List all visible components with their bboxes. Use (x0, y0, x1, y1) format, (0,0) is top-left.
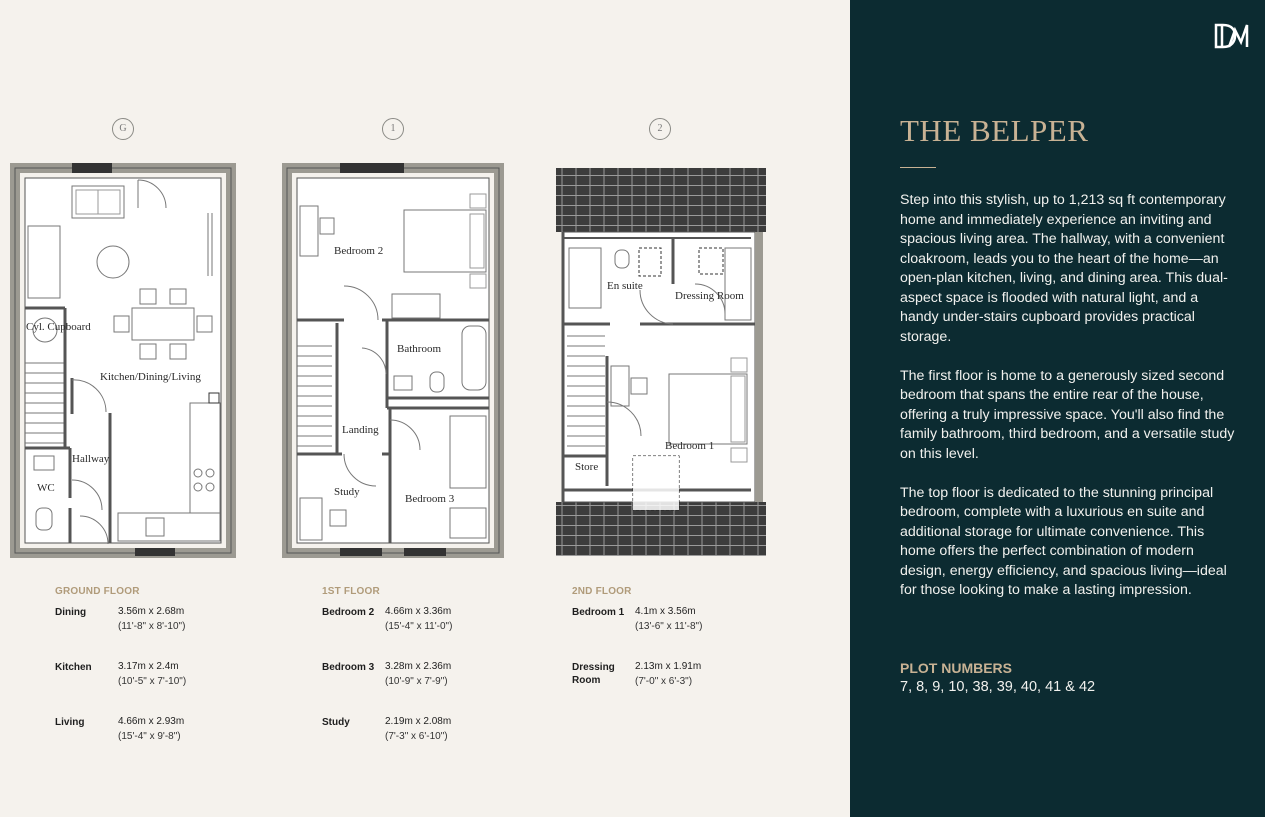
room-imperial: (15'-4" x 11'-0") (385, 621, 453, 632)
room-name: Living (55, 717, 85, 728)
second-floor-spec (572, 586, 812, 716)
description-paragraph: The top floor is dedicated to the stunning principal bedroom, complete with a luxurious en suite and additional storage for ultimate convenience. This home offers the perfect combination of modern design, energy efficiency, and spacious living—ideal for those looking to make a lasting impression. (900, 484, 1227, 598)
label-bedroom-2: Bedroom 2 (334, 245, 384, 257)
floor-badge-ground: G (112, 118, 134, 140)
room-metric: 3.17m x 2.4m (118, 661, 179, 672)
label-landing: Landing (342, 424, 379, 436)
description (900, 191, 1240, 620)
room-metric: 2.19m x 2.08m (385, 716, 452, 727)
room-imperial: (10'-9" x 7'-9") (385, 676, 448, 687)
label-hallway: Hallway (72, 453, 110, 465)
room-row (55, 661, 295, 716)
second-floor-heading: 2ND FLOOR (572, 586, 632, 597)
plot-numbers: 7, 8, 9, 10, 38, 39, 40, 41 & 42 (900, 679, 1096, 695)
first-floor-spec (322, 586, 562, 771)
floor-badge-second: 2 (649, 118, 671, 140)
dm-monogram-icon (1213, 22, 1251, 50)
info-panel (850, 0, 1265, 817)
label-bathroom: Bathroom (397, 343, 441, 355)
label-cyl-cupboard: Cyl. Cupboard (26, 321, 91, 333)
ground-floor-spec (55, 586, 295, 771)
description-paragraph: Step into this stylish, up to 1,213 sq ft contemporary home and immediately experience an inviting and spacious living area. The hallway, with a convenient cloakroom, leads you to the heart of the home—an open-plan kitchen, living, and dining area. This dual-aspect space is flooded with natural light, and a handy under-stairs cupboard provides practical storage. (900, 192, 1228, 345)
room-row (572, 606, 812, 661)
description-paragraph: The first floor is home to a generously sized second bedroom that spans the entire rear of the house, offering a truly impressive space. You'll also find the family bathroom, third bedroom, and a versatile study on this level. (900, 367, 1235, 462)
floor-badge-first: 1 (382, 118, 404, 140)
room-row (572, 661, 812, 716)
room-imperial: (7'-3" x 6'-10") (385, 731, 448, 742)
label-dressing-room: Dressing Room (675, 290, 744, 302)
title-divider (900, 167, 936, 168)
room-name: Bedroom 3 (322, 662, 375, 673)
room-name: Bedroom 2 (322, 607, 375, 618)
room-imperial: (10'-5" x 7'-10") (118, 676, 187, 687)
room-name: Study (322, 717, 350, 728)
first-floor-plan (282, 158, 512, 558)
room-imperial: (7'-0" x 6'-3") (635, 676, 693, 687)
first-floor-heading: 1ST FLOOR (322, 586, 380, 597)
room-row (55, 606, 295, 661)
label-wc: WC (37, 482, 55, 494)
ground-floor-plan (10, 158, 240, 558)
room-row (55, 716, 295, 771)
room-name: Dressing Room (572, 662, 615, 686)
room-imperial: (11'-8" x 8'-10") (118, 621, 186, 632)
label-kitchen-dining-living: Kitchen/Dining/Living (100, 371, 201, 383)
label-bedroom-3: Bedroom 3 (405, 493, 455, 505)
ground-floor-heading: GROUND FLOOR (55, 586, 140, 597)
label-store: Store (575, 461, 599, 473)
room-metric: 4.66m x 3.36m (385, 606, 452, 617)
label-en-suite: En suite (607, 280, 643, 292)
page-title: THE BELPER (900, 113, 1089, 148)
label-study: Study (334, 486, 360, 498)
plot-numbers-label: PLOT NUMBERS (900, 660, 1012, 676)
room-metric: 3.28m x 2.36m (385, 661, 452, 672)
room-imperial: (15'-4" x 9'-8") (118, 731, 181, 742)
room-metric: 3.56m x 2.68m (118, 606, 185, 617)
label-bedroom-1: Bedroom 1 (665, 440, 715, 452)
room-metric: 2.13m x 1.91m (635, 661, 702, 672)
second-floor-plan (555, 166, 770, 558)
room-name: Kitchen (55, 662, 92, 673)
room-imperial: (13'-6" x 11'-8") (635, 621, 703, 632)
room-row (322, 606, 562, 661)
room-row (322, 716, 562, 771)
room-name: Dining (55, 607, 87, 618)
room-name: Bedroom 1 (572, 607, 625, 618)
room-row (322, 661, 562, 716)
room-metric: 4.1m x 3.56m (635, 606, 696, 617)
room-metric: 4.66m x 2.93m (118, 716, 185, 727)
